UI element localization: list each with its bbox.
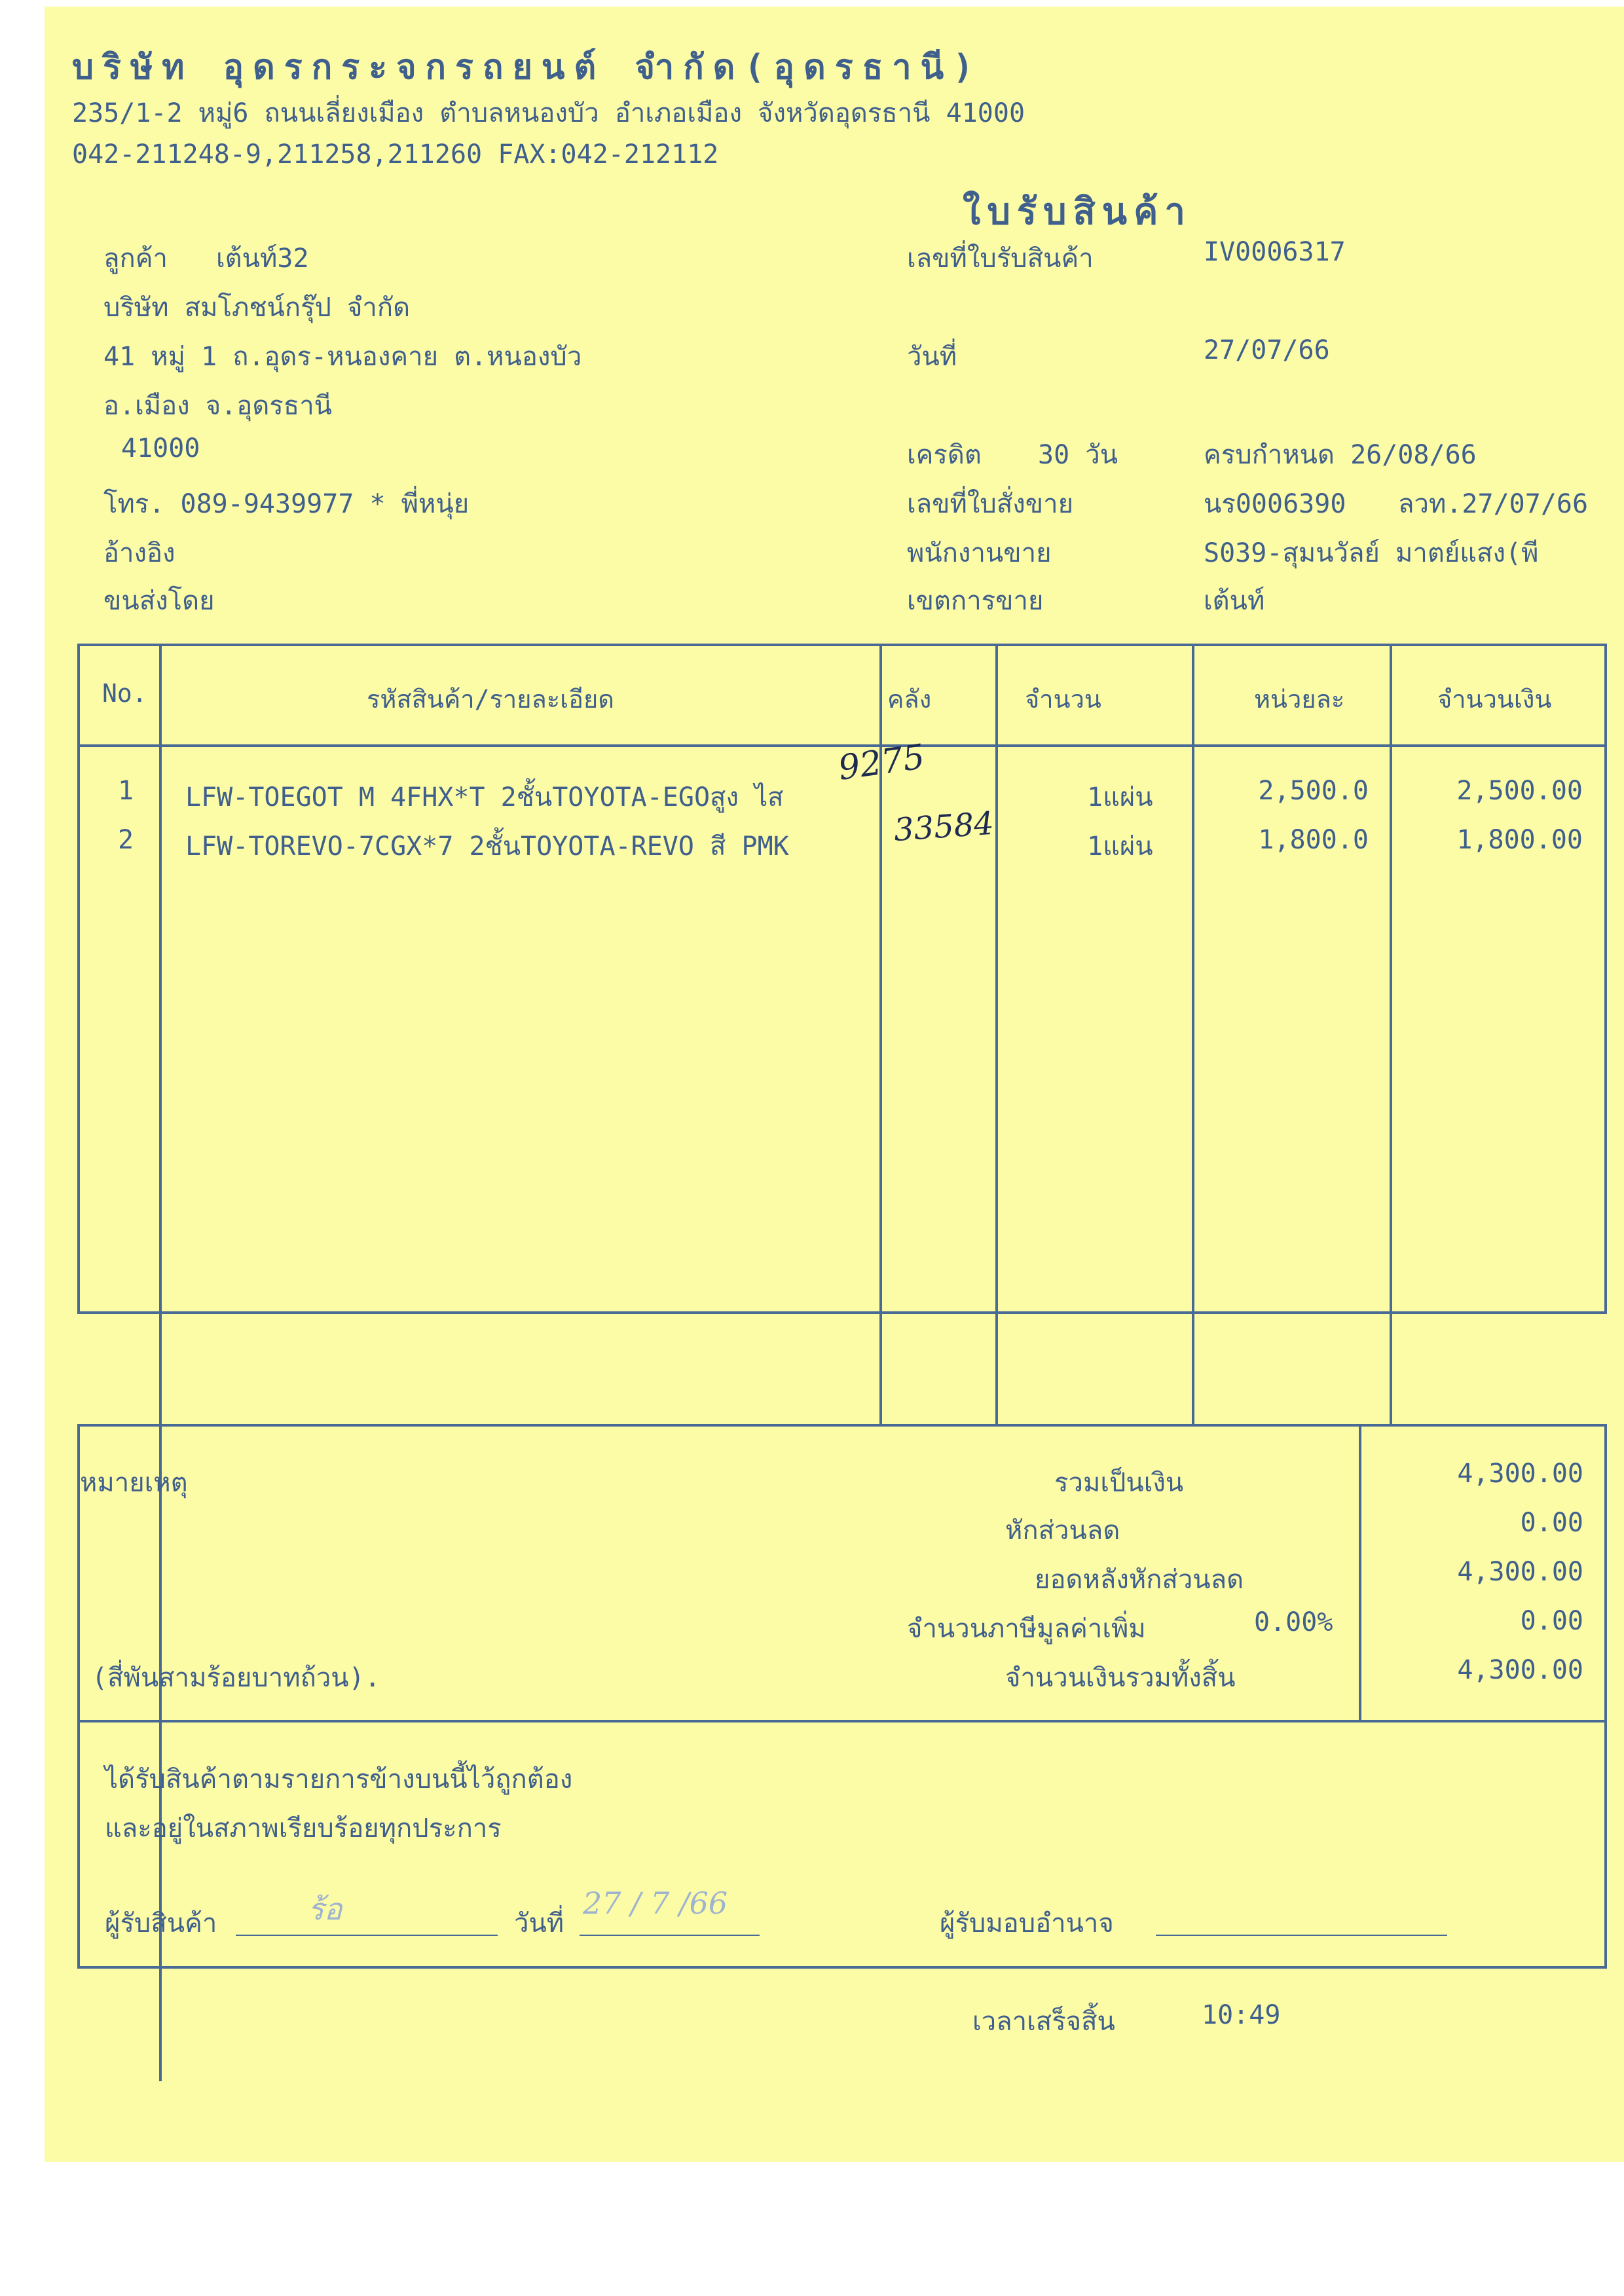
acknowledgement-line-1: ได้รับสินค้าตามรายการข้างบนนี้ไว้ถูกต้อง <box>105 1764 573 1795</box>
company-phone: 042-211248-9,211258,211260 FAX:042-212112 <box>72 139 719 170</box>
salesperson-label: พนักงานขาย <box>907 538 1052 568</box>
company-address: 235/1-2 หมู่6 ถนนเลี่ยงเมือง ตำบลหนองบัว อำเภอเมือง จังหวัดอุดรธานี 41000 <box>72 98 1025 128</box>
receipt-no-label: เลขที่ใบรับสินค้า <box>907 244 1094 274</box>
row-1-unit-price: 2,500.0 <box>1258 776 1369 806</box>
document-title: ใบรับสินค้า <box>963 191 1192 233</box>
column-divider-unit <box>1390 644 1392 1424</box>
row-1-handwritten-note: 9275 <box>836 737 927 788</box>
sales-zone: เต้นท์ <box>1204 586 1265 616</box>
date-label: วันที่ <box>907 342 957 372</box>
row-2-quantity: 1แผ่น <box>1087 831 1153 862</box>
authorized-signature-line <box>1156 1935 1447 1936</box>
vat-label: จำนวนภาษีมูลค่าเพิ่ม <box>907 1614 1146 1644</box>
col-header-warehouse: คลัง <box>887 685 932 714</box>
column-divider-warehouse <box>995 644 998 1424</box>
receipt-no: IV0006317 <box>1204 237 1346 267</box>
receive-date-line <box>580 1935 760 1936</box>
vat-value: 0.00 <box>1520 1606 1583 1636</box>
discount-label: หักส่วนลด <box>1005 1516 1120 1546</box>
receiver-signature-line <box>236 1935 498 1936</box>
credit-label: เครดิต <box>907 440 982 470</box>
customer-label: ลูกค้า <box>103 244 168 274</box>
amount-in-words: (สี่พันสามร้อยบาทถ้วน). <box>92 1663 380 1693</box>
row-1-amount: 2,500.00 <box>1456 776 1583 806</box>
acknowledgement-line-2: และอยู่ในสภาพเรียบร้อยทุกประการ <box>105 1813 502 1844</box>
col-header-quantity: จำนวน <box>1025 685 1101 714</box>
col-header-amount: จำนวนเงิน <box>1437 685 1552 714</box>
customer-name: บริษัท สมโภชน์กรุ๊ป จำกัด <box>103 293 411 323</box>
document-date: 27/07/66 <box>1204 335 1330 365</box>
sales-order-label: เลขที่ใบสั่งขาย <box>907 489 1074 519</box>
after-discount-value: 4,300.00 <box>1457 1557 1583 1587</box>
authorized-label: ผู้รับมอบอำนาจ <box>940 1908 1114 1939</box>
customer-address-2: อ.เมือง จ.อุดรธานี <box>103 391 333 421</box>
sales-order-no: นร0006390 <box>1204 489 1346 519</box>
table-header-divider <box>77 744 1607 747</box>
company-name: บริษัท อุดรกระจกรถยนต์ จำกัด(อุดรธานี) <box>72 48 983 87</box>
col-header-unit-price: หน่วยละ <box>1254 685 1345 714</box>
credit-days: 30 วัน <box>1038 440 1118 470</box>
row-1-description: LFW-TOEGOT M 4FHX*T 2ชั้นTOYOTA-EGOสูง ไส <box>185 782 784 812</box>
row-1-no: 1 <box>118 776 134 806</box>
sales-zone-label: เขตการขาย <box>907 586 1044 616</box>
row-2-handwritten-note: 33584 <box>893 805 995 849</box>
row-2-description: LFW-TOREVO-7CGX*7 2ชั้นTOYOTA-REVO สี PMK <box>185 831 789 862</box>
due-date: ครบกำหนด 26/08/66 <box>1204 440 1477 470</box>
subtotal-value: 4,300.00 <box>1457 1459 1583 1489</box>
finished-time: 10:49 <box>1202 2000 1281 2030</box>
receive-date-handwritten: 27 / 7 /66 <box>583 1886 728 1921</box>
customer-address-1: 41 หมู่ 1 ถ.อุดร-หนองคาย ต.หนองบัว <box>103 342 582 372</box>
after-discount-label: ยอดหลังหักส่วนลด <box>1035 1565 1244 1595</box>
customer-postcode: 41000 <box>121 433 200 464</box>
row-2-unit-price: 1,800.0 <box>1258 825 1369 855</box>
remark-label: หมายเหตุ <box>80 1468 188 1498</box>
salesperson: S039-สุมนวัลย์ มาตย์แสง(พี <box>1204 538 1539 568</box>
finished-time-label: เวลาเสร็จสิ้น <box>972 2007 1115 2037</box>
vat-rate: 0.00% <box>1254 1607 1333 1637</box>
discount-value: 0.00 <box>1520 1508 1583 1538</box>
summary-column-divider <box>1359 1424 1361 1722</box>
col-header-description: รหัสสินค้า/รายละเอียด <box>367 685 614 714</box>
total-label: จำนวนเงินรวมทั้งสิ้น <box>1005 1663 1236 1693</box>
row-1-quantity: 1แผ่น <box>1087 782 1153 812</box>
customer-phone: โทร. 089-9439977 * พี่หนุ่ย <box>103 489 470 519</box>
subtotal-label: รวมเป็นเงิน <box>1054 1468 1184 1498</box>
col-header-no: No. <box>102 679 147 708</box>
reference-label: อ้างอิง <box>103 538 175 568</box>
sales-order-date: ลวท.27/07/66 <box>1398 489 1589 519</box>
total-value: 4,300.00 <box>1457 1655 1583 1685</box>
receiver-signature: ร้อ <box>308 1891 342 1927</box>
column-divider-qty <box>1192 644 1194 1424</box>
row-2-no: 2 <box>118 825 134 855</box>
shipped-by-label: ขนส่งโดย <box>103 586 215 616</box>
receiver-label: ผู้รับสินค้า <box>105 1908 217 1939</box>
receive-date-label: วันที่ <box>514 1908 564 1939</box>
row-2-amount: 1,800.00 <box>1456 825 1583 855</box>
customer-code: เต้นท์32 <box>216 244 309 274</box>
